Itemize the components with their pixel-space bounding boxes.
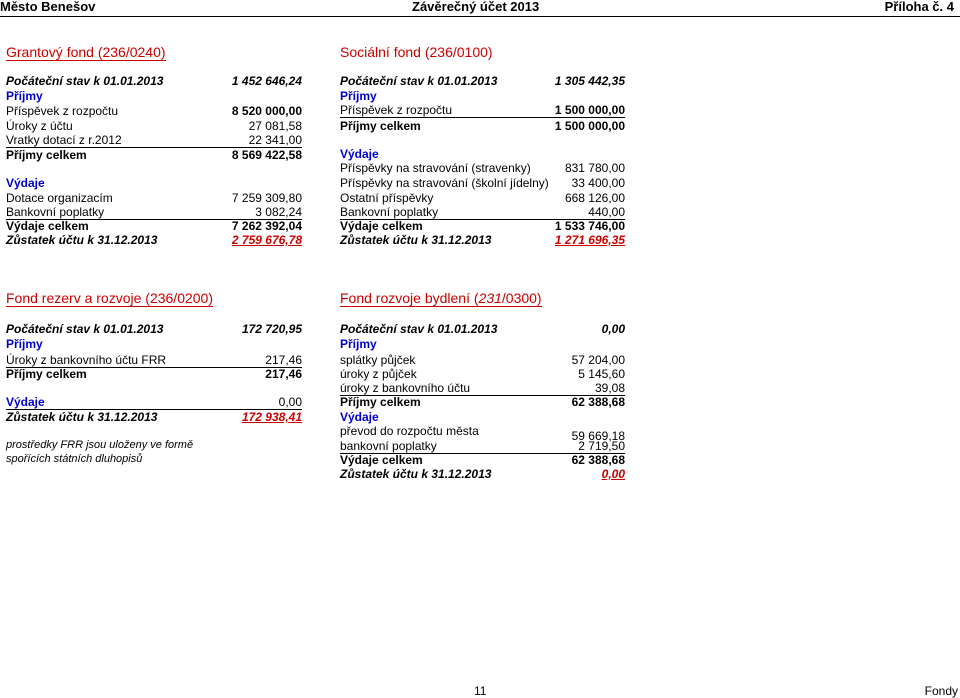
header-divider	[0, 16, 960, 17]
table-row: Příjmy celkem 1 500 000,00	[340, 119, 625, 133]
table-row: Zůstatek účtu k 31.12.2013 0,00	[340, 467, 625, 481]
reserve-note-line2: spořících státních dluhopisů	[6, 453, 143, 465]
table-row: splátky půjček 57 204,00	[340, 353, 625, 367]
table-row: úroky z bankovního účtu 39,08	[340, 381, 625, 395]
table-row: Výdaje celkem 62 388,68	[340, 453, 625, 467]
table-row: Příjmy	[6, 89, 43, 103]
table-row: Výdaje	[6, 176, 45, 190]
table-row: Zůstatek účtu k 31.12.2013 172 938,41	[6, 410, 302, 424]
table-row: Výdaje celkem 7 262 392,04	[6, 219, 302, 233]
reserve-fund-title: Fond rezerv a rozvoje (236/0200)	[6, 290, 213, 306]
table-row: Příjmy celkem 62 388,68	[340, 395, 625, 409]
table-row: Příspěvek z rozpočtu 1 500 000,00	[340, 103, 625, 117]
table-row: Počáteční stav k 01.01.2013 0,00	[340, 322, 625, 336]
grant-fund-title: Grantový fond (236/0240)	[6, 44, 166, 60]
table-row: Počáteční stav k 01.01.2013 172 720,95	[6, 322, 302, 336]
table-row: Příspěvek z rozpočtu 8 520 000,00	[6, 104, 302, 118]
table-row: Příspěvky na stravování (školní jídelny) 33 400,00	[340, 176, 625, 190]
table-row: Počáteční stav k 01.01.2013 1 305 442,35	[340, 74, 625, 88]
table-row: Příjmy	[340, 337, 377, 351]
social-fund-title: Sociální fond (236/0100)	[340, 44, 493, 60]
footer-section-label: Fondy	[924, 684, 958, 698]
page-number: 11	[474, 684, 487, 698]
table-row: Výdaje celkem 1 533 746,00	[340, 219, 625, 233]
table-row: bankovní poplatky 2 719,50	[340, 439, 625, 453]
table-row: Úroky z bankovního účtu FRR 217,46	[6, 353, 302, 367]
table-row: Výdaje	[340, 410, 379, 424]
table-row: Bankovní poplatky 3 082,24	[6, 205, 302, 219]
table-row: převod do rozpočtu města	[340, 424, 479, 438]
table-row: Bankovní poplatky 440,00	[340, 205, 625, 219]
table-row: Zůstatek účtu k 31.12.2013 2 759 676,78	[6, 233, 302, 247]
header-city: Město Benešov	[0, 0, 96, 14]
table-row: úroky z půjček 5 145,60	[340, 367, 625, 381]
table-row: Vratky dotací z r.2012 22 341,00	[6, 133, 302, 147]
table-row: Příjmy	[340, 89, 377, 103]
header-document-title: Závěrečný účet 2013	[412, 0, 540, 14]
table-row: Výdaje 0,00	[6, 395, 302, 409]
table-row: Příjmy	[6, 337, 43, 351]
header-attachment: Příloha č. 4	[884, 0, 954, 14]
table-row: Příjmy celkem 8 569 422,58	[6, 148, 302, 162]
table-row: Příjmy celkem 217,46	[6, 367, 302, 381]
table-row: Dotace organizacím 7 259 309,80	[6, 191, 302, 205]
table-row: Příspěvky na stravování (stravenky) 831 780,00	[340, 161, 625, 175]
table-row-value: 59 669,18	[571, 429, 625, 443]
table-row: Ostatní příspěvky 668 126,00	[340, 191, 625, 205]
table-row: Výdaje	[340, 147, 379, 161]
table-row: Úroky z účtu 27 081,58	[6, 119, 302, 133]
housing-fund-title: Fond rozvoje bydlení (231/0300)	[340, 290, 542, 306]
reserve-note-line1: prostředky FRR jsou uloženy ve formě	[6, 439, 194, 451]
table-row: Zůstatek účtu k 31.12.2013 1 271 696,35	[340, 233, 625, 247]
table-row: Počáteční stav k 01.01.2013 1 452 646,24	[6, 74, 302, 88]
